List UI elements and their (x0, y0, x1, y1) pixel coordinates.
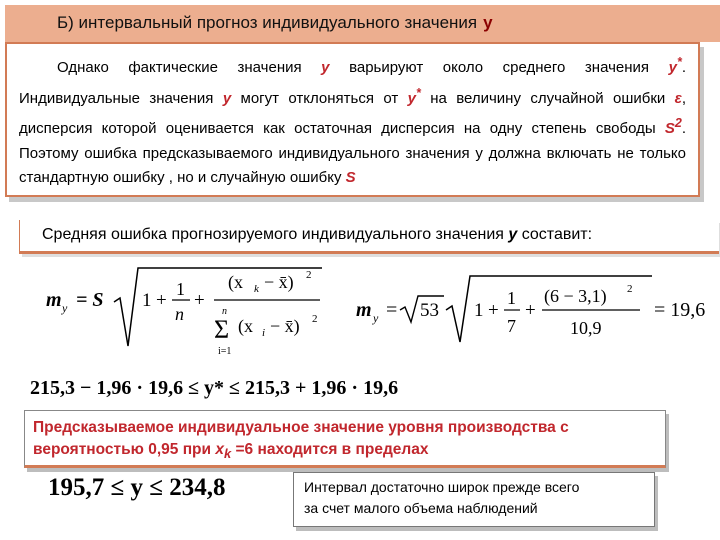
den-square: 2 (312, 313, 318, 325)
note-line-1: Интервал достаточно широк прежде всего (304, 479, 580, 495)
note-line-2: за счет малого объема наблюдений (304, 500, 538, 516)
den-x: (x (238, 316, 253, 336)
formula-plus: + (488, 300, 499, 321)
frac-num: 1 (176, 279, 185, 299)
formula-eq-s: = S (76, 289, 104, 311)
text-segment: =6 находится в пределах (231, 441, 429, 458)
frac2-num: (6 − 3,1) (544, 286, 607, 306)
var-k: k (224, 446, 232, 462)
title-variable: y (483, 13, 493, 32)
num-square: 2 (306, 269, 312, 281)
formula-plus: + (525, 300, 536, 321)
text-segment: вероятностью 0,95 при (33, 441, 216, 458)
heading-text: Средняя ошибка прогнозируемого индивидуального значения (42, 226, 509, 243)
var-y: у (222, 89, 232, 107)
var-s: S (664, 120, 675, 137)
formula-numeric (352, 270, 706, 350)
text-segment: могут отклоняться от (231, 89, 408, 107)
var-y: у (668, 59, 677, 76)
star: * (676, 55, 682, 69)
slide-title: Б) интервальный прогноз индивидуального значения (57, 13, 478, 32)
heading-variable: у (508, 226, 518, 243)
sum-sigma: Σ (214, 315, 230, 344)
radicand-53: 53 (420, 300, 439, 321)
frac-den: n (175, 304, 184, 324)
formula-sub-y: y (373, 311, 379, 325)
text-segment: . Поэтому ошибка предсказываемого индивидуального значения у должна включать не только стандартную ошибку , но и случайную ошибку (19, 120, 686, 186)
text-segment: . Индивидуальные значения (19, 59, 686, 107)
explanation-box (5, 42, 700, 197)
conclusion-box (24, 410, 666, 468)
formula-eq: = (386, 299, 398, 321)
var-s: S (345, 169, 356, 186)
formula-one: 1 (474, 300, 484, 321)
var-y: у (407, 89, 416, 107)
text-segment: Однако фактические значения (57, 59, 322, 76)
formula-sub-y: y (62, 301, 68, 315)
var-epsilon: ε (674, 89, 682, 107)
conclusion-line-1: Предсказываемое индивидуальное значение уровня производства с (33, 419, 569, 436)
result-interval: 195,7 ≤ y ≤ 234,8 (48, 474, 226, 501)
sum-lower: i=1 (218, 346, 232, 357)
heading-text: составит: (517, 226, 593, 243)
formula-result: = 19,6 (654, 299, 706, 321)
frac2-den: 10,9 (570, 318, 602, 338)
slide-title-bar (5, 5, 720, 42)
text-segment: на величину случайной ошибки (420, 89, 675, 107)
formula-m: m (356, 299, 372, 321)
section-heading (19, 220, 719, 254)
frac-num: 1 (507, 288, 516, 308)
num-rest: − x̄) (264, 272, 294, 292)
formula-m: m (46, 289, 62, 311)
num-x: (x (228, 272, 243, 292)
note-box (293, 472, 655, 527)
formula-interval-expr: 215,3 − 1,96 · 19,6 ≤ y* ≤ 215,3 + 1,96 · 19,6 (30, 377, 399, 399)
formula-plus: + (194, 290, 205, 311)
frac-den: 7 (507, 316, 516, 336)
formula-general (40, 262, 340, 360)
frac2-square: 2 (627, 283, 633, 295)
num-sub-k: k (254, 283, 259, 295)
formula-one: 1 (142, 290, 152, 311)
text-segment: , дисперсия которой оценивается как остаточная дисперсия на одну степень свободы (19, 89, 686, 137)
var-y: у (321, 59, 330, 76)
explanation-paragraph (19, 50, 686, 191)
den-rest: − x̄) (270, 316, 300, 336)
den-sub-i: i (262, 327, 266, 339)
conclusion-line-2 (33, 439, 657, 465)
var-x: x (215, 441, 224, 458)
star: * (415, 85, 421, 100)
text-segment: варьируют около среднего значения (329, 59, 669, 76)
sum-upper: n (222, 306, 227, 317)
exponent: 2 (674, 116, 682, 130)
formula-plus: + (156, 290, 167, 311)
